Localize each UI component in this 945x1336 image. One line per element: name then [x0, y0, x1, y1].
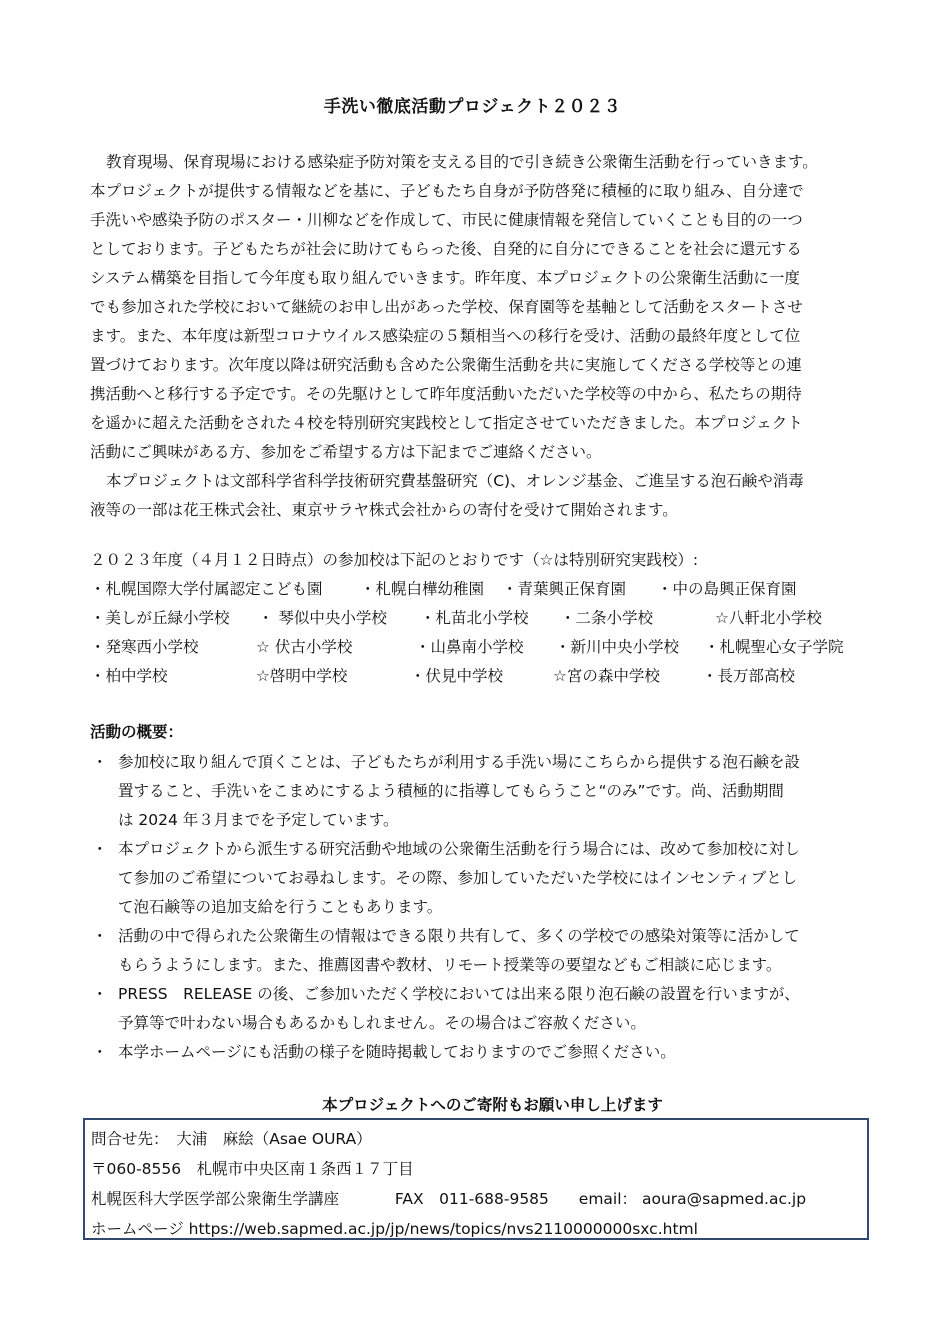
- school-item: ・ 琴似中央小学校: [258, 609, 387, 627]
- overview-item-line: 置すること、手洗いをこまめにするよう積極的に指導してもらうこと“のみ”です。尚、活動期間: [118, 782, 784, 800]
- overview-item-line: 本プロジェクトから派生する研究活動や地域の公衆衛生活動を行う場合には、改めて参加校に対し: [118, 840, 800, 858]
- document-title: 手洗い徹底活動プロジェクト２０２３: [323, 97, 622, 117]
- intro-line: システム構築を目指して今年度も取り組んでいきます。昨年度、本プロジェクトの公衆衛生活動に一度: [90, 269, 800, 287]
- intro-line: 教育現場、保育現場における感染症予防対策を支える目的で引き続き公衆衛生活動を行っていきます。: [106, 153, 818, 171]
- school-item: ☆宮の森中学校: [553, 667, 660, 685]
- overview-item-line: 活動の中で得られた公衆衛生の情報はできる限り共有して、多くの学校での感染対策等に活かして: [118, 927, 800, 945]
- bullet-mark: ・: [92, 840, 108, 858]
- intro-line: としております。子どもたちが社会に助けてもらった後、自発的に自分にできることを社会に還元する: [90, 240, 802, 258]
- school-item: ・札幌国際大学付属認定こども園: [90, 580, 323, 598]
- donation-request: 本プロジェクトへのご寄附もお願い申し上げます: [322, 1096, 663, 1114]
- contact-org: 札幌医科大学医学部公衆衛生学講座: [91, 1190, 340, 1208]
- bullet-mark: ・: [92, 1043, 108, 1061]
- school-item: ・長万部高校: [702, 667, 796, 685]
- overview-list: [90, 748, 870, 1067]
- school-item: ・中の島興正保育園: [657, 580, 797, 598]
- school-item: ・札幌白樺幼稚園: [360, 580, 485, 598]
- overview-item: [90, 1038, 870, 1067]
- contact-address: 〒060-8556 札幌市中央区南１条西１７丁目: [91, 1160, 414, 1178]
- overview-item: [90, 835, 870, 922]
- overview-item: [90, 748, 870, 835]
- overview-heading: 活動の概要：: [90, 723, 184, 741]
- overview-item-line: もらうようにします。また、推薦図書や教材、リモート授業等の要望などもご相談に応じます。: [118, 956, 782, 974]
- contact-fax: FAX 011-688-9585: [394, 1190, 549, 1208]
- intro-line: 携活動へと移行する予定です。その先駆けとして昨年度活動いただいた学校等の中から、私たちの期待: [90, 385, 802, 403]
- schools-row: [90, 577, 870, 606]
- school-item: ・二条小学校: [560, 609, 654, 627]
- overview-item-line: は 2024 年３月までを予定しています。: [118, 811, 399, 829]
- bullet-mark: ・: [92, 753, 108, 771]
- contact-person: 問合せ先： 大浦 麻絵（Asae OURA）: [91, 1130, 372, 1148]
- schools-heading: ２０２３年度（４月１２日時点）の参加校は下記のとおりです（☆は特別研究実践校）:: [90, 551, 699, 569]
- intro-line: を遥かに超えた活動をされた４校を特別研究実践校として指定させていただきました。本プロジェクト: [90, 414, 803, 432]
- school-item: ・山鼻南小学校: [415, 638, 524, 656]
- intro-line: ます。また、本年度は新型コロナウイルス感染症の５類相当への移行を受け、活動の最終年度として位: [90, 327, 801, 345]
- overview-item: [90, 980, 870, 1038]
- intro-line: 手洗いや感染予防のポスター・川柳などを作成して、市民に健康情報を発信していくことも目的の一つ: [90, 211, 803, 229]
- intro-line: 液等の一部は花王株式会社、東京サラヤ株式会社からの寄付を受けて開始されます。: [90, 501, 678, 519]
- overview-item-line: て参加のご希望についてお尋ねします。その際、参加していただいた学校にはインセンティブとし: [118, 869, 798, 887]
- overview-item-line: 本学ホームページにも活動の様子を随時掲載しておりますのでご参照ください。: [118, 1043, 676, 1061]
- school-item: ・新川中央小学校: [555, 638, 680, 656]
- bullet-mark: ・: [92, 927, 108, 945]
- contact-box: [83, 1118, 869, 1240]
- school-item: ☆ 伏古小学校: [256, 638, 353, 656]
- intro-line: でも参加された学校において継続のお申し出があった学校、保育園等を基軸として活動をスタートさせ: [90, 298, 803, 316]
- contact-details: [91, 1184, 867, 1214]
- school-item: ・伏見中学校: [410, 667, 504, 685]
- intro-line: 本プロジェクトが提供する情報などを基に、子どもたち自身が予防啓発に積極的に取り組み、自分達で: [90, 182, 804, 200]
- intro-line: 置づけております。次年度以降は研究活動も含めた公衆衛生活動を共に実施してくださる学校等との連: [90, 356, 802, 374]
- school-item: ・札苗北小学校: [420, 609, 529, 627]
- intro-line: 本プロジェクトは文部科学省科学技術研究費基盤研究（C)、オレンジ基金、ご進呈する泡石鹸や消毒: [106, 472, 804, 490]
- school-item: ☆啓明中学校: [256, 667, 348, 685]
- contact-homepage-link[interactable]: ホームページ https://web.sapmed.ac.jp/jp/news/topics/nvs2110000000sxc.html: [91, 1220, 698, 1238]
- overview-item-line: て泡石鹸等の追加支給を行うこともあります。: [118, 898, 443, 916]
- intro-paragraph: [90, 148, 870, 525]
- overview-item-line: PRESS RELEASE の後、ご参加いただく学校においては出来る限り泡石鹸の設置を行いますが、: [118, 985, 800, 1003]
- school-item: ☆八軒北小学校: [715, 609, 822, 627]
- school-item: ・美しが丘緑小学校: [90, 609, 230, 627]
- schools-row: [90, 664, 870, 693]
- schools-row: [90, 635, 870, 664]
- schools-row: [90, 606, 870, 635]
- schools-list: [90, 577, 870, 693]
- bullet-mark: ・: [92, 985, 108, 1003]
- overview-item-line: 参加校に取り組んで頂くことは、子どもたちが利用する手洗い場にこちらから提供する泡石鹸を設: [118, 753, 801, 771]
- overview-item: [90, 922, 870, 980]
- intro-line: 活動にご興味がある方、参加をご希望する方は下記までご連絡ください。: [90, 443, 602, 461]
- contact-email[interactable]: email： aoura@sapmed.ac.jp: [578, 1190, 807, 1208]
- overview-item-line: 予算等で叶わない場合もあるかもしれません。その場合はご容赦ください。: [118, 1014, 646, 1032]
- school-item: ・発寒西小学校: [90, 638, 199, 656]
- school-item: ・札幌聖心女子学院: [704, 638, 844, 656]
- school-item: ・青葉興正保育園: [502, 580, 627, 598]
- school-item: ・柏中学校: [90, 667, 168, 685]
